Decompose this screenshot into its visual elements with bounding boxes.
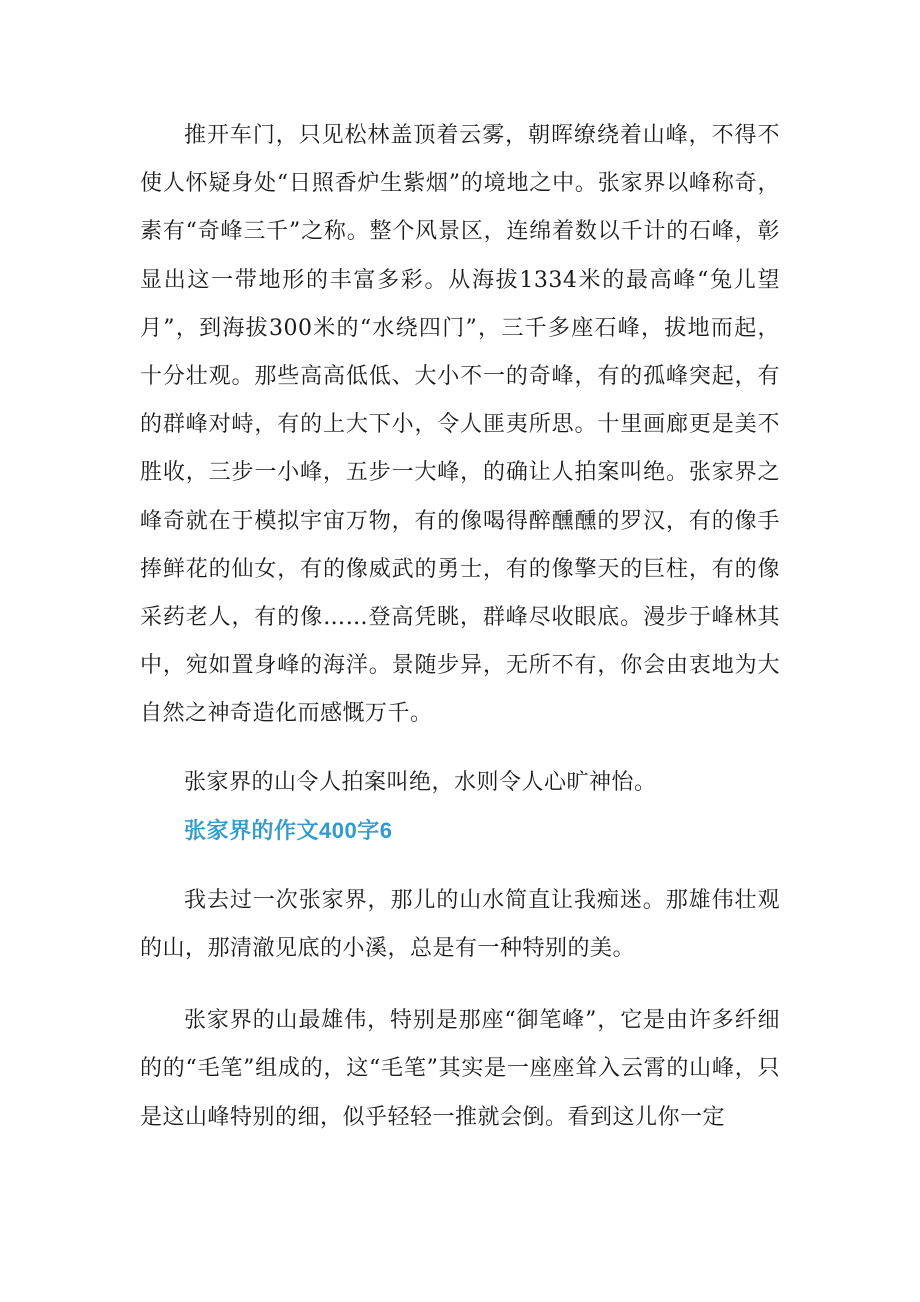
paragraph-yubi-peak: 张家界的山最雄伟，特别是那座“御笔峰”，它是由许多纤细的的“毛笔”组成的，这“毛笔”其实是一座座耸入云霄的山峰，只是这山峰特别的细，似乎轻轻一推就会倒。看到这儿你一定 — [140, 1008, 780, 1130]
document-page — [140, 112, 780, 1142]
paragraph-mountain-description: 推开车门，只见松林盖顶着云雾，朝晖缭绕着山峰，不得不使人怀疑身处“日照香炉生紫烟”的境地之中。张家界以峰称奇，素有“奇峰三千”之称。整个风景区，连绵着数以千计的石峰，彰显出这一带地形的丰富多彩。从海拔1334米的最高峰“兔儿望月”，到海拔300米的“水绕四门”，三千多座石峰，拔地而起，十分壮观。那些高高低低、大小不一的奇峰，有的孤峰突起，有的群峰对峙，有的上大下小，令人匪夷所思。十里画廊更是美不胜收，三步一小峰，五步一大峰，的确让人拍案叫绝。张家界之峰奇就在于模拟宇宙万物，有的像喝得醉醺醺的罗汉，有的像手捧鲜花的仙女，有的像威武的勇士，有的像擎天的巨柱，有的像采药老人，有的像……登高凭眺，群峰尽收眼底。漫步于峰林其中，宛如置身峰的海洋。景随步异，无所不有，你会由衷地为大自然之神奇造化而感慨万千。 — [140, 123, 780, 727]
paragraph-mountain-water-summary: 张家界的山令人拍案叫绝，水则令人心旷神怡。 — [184, 769, 657, 795]
paragraph-visit-intro: 我去过一次张家界，那儿的山水简直让我痴迷。那雄伟壮观的山，那清澈见底的小溪，总是有一种特别的美。 — [140, 887, 780, 962]
section-heading: 张家界的作文400字6 — [184, 817, 393, 843]
